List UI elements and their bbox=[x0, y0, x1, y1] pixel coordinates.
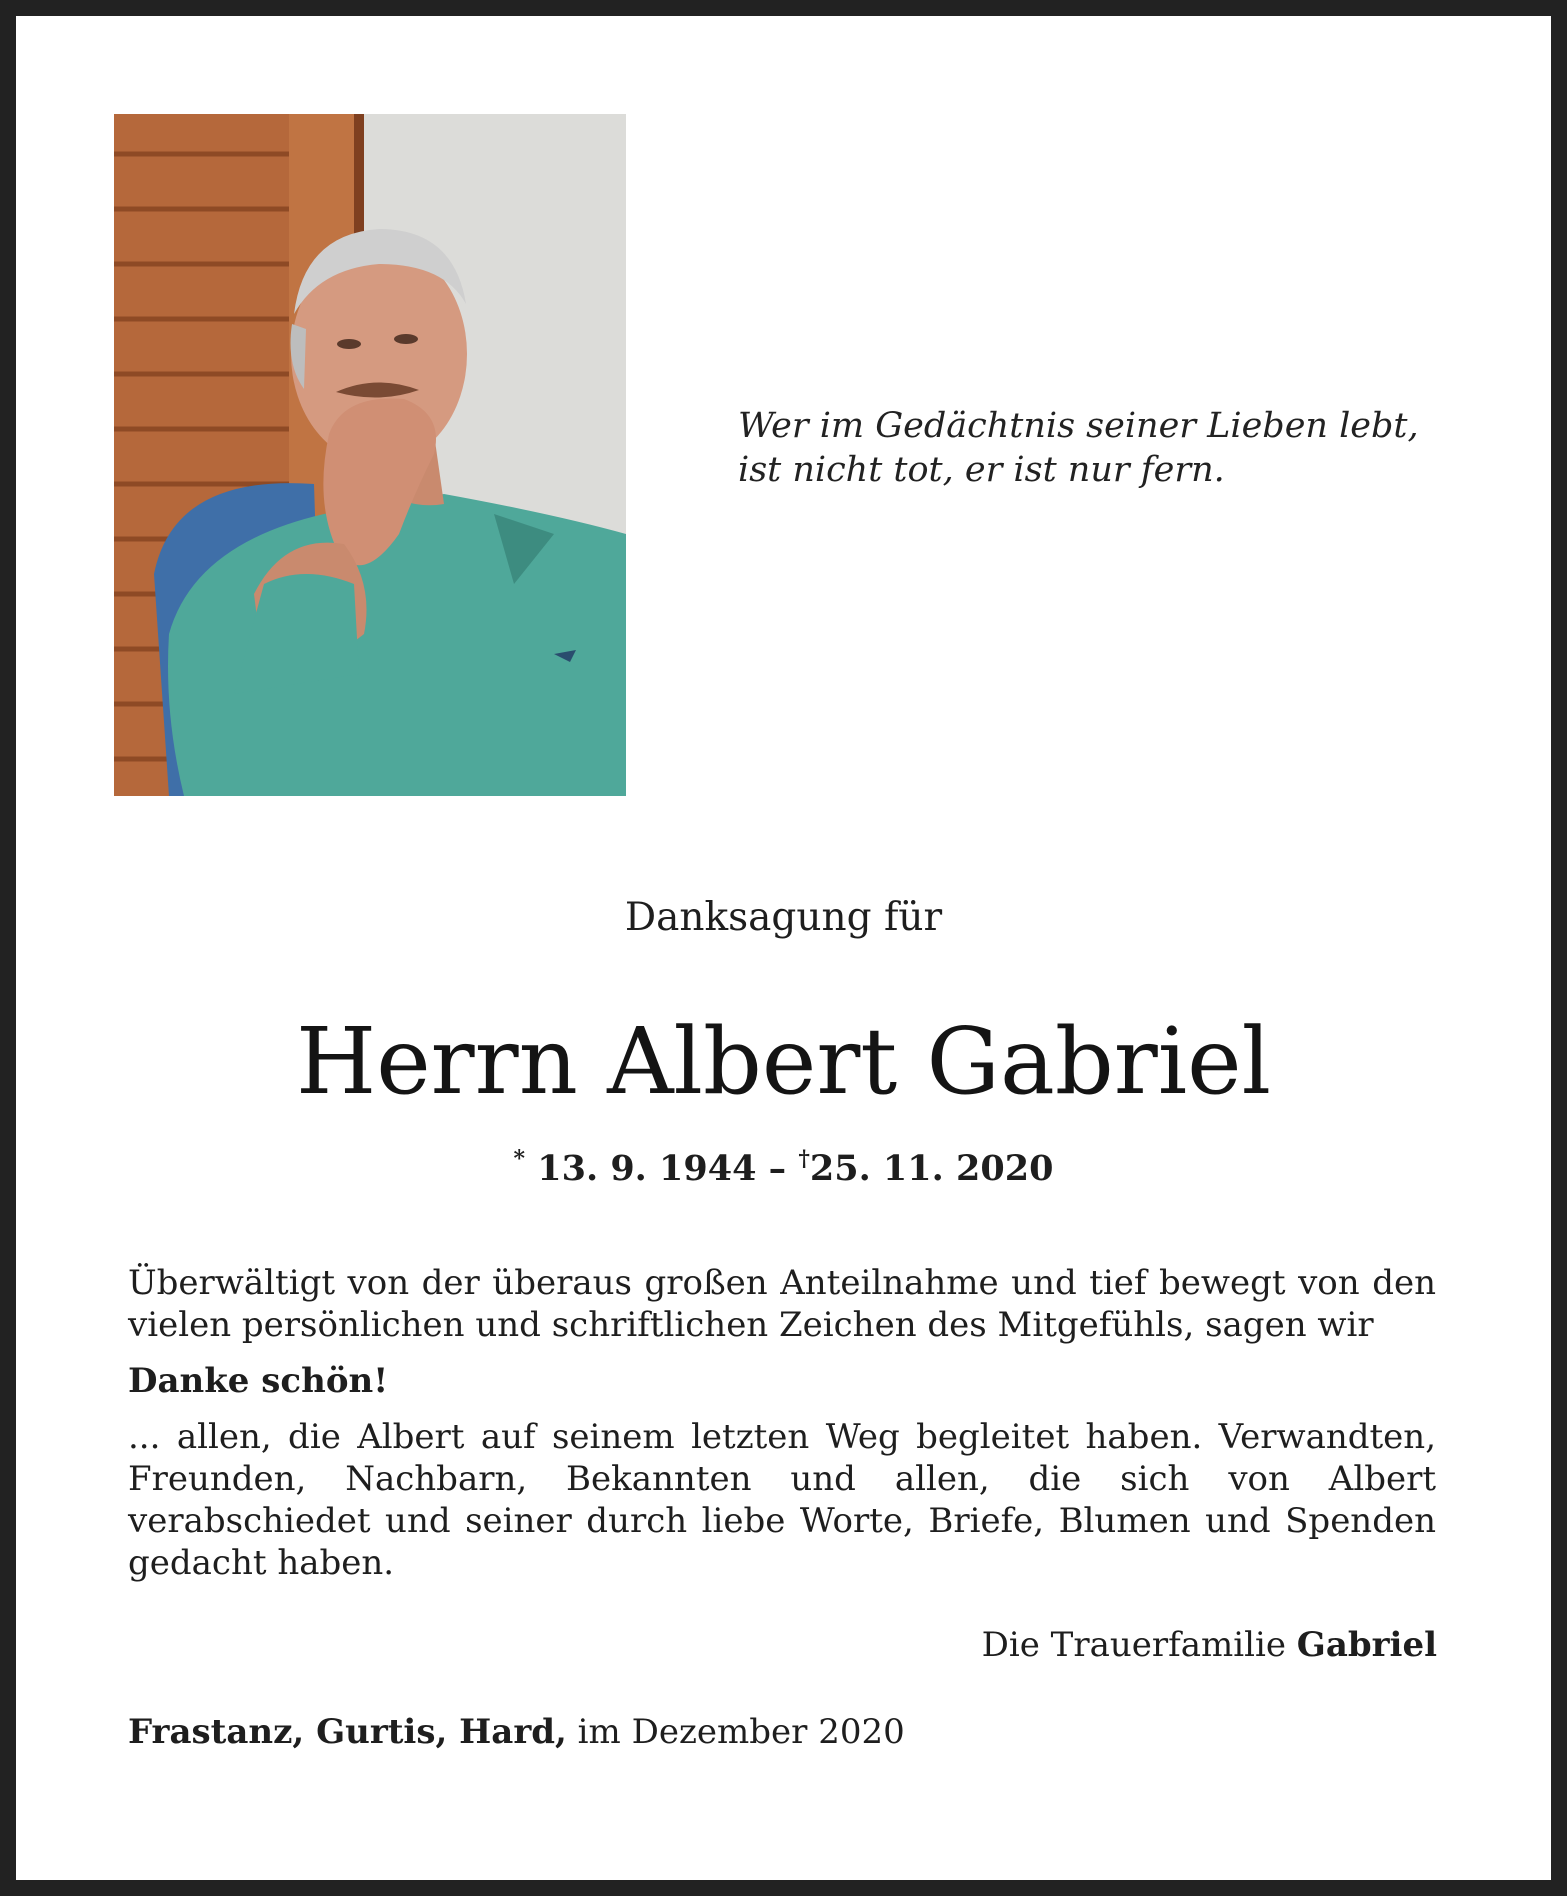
death-symbol: † bbox=[798, 1146, 810, 1172]
places: Frastanz, Gurtis, Hard, bbox=[128, 1712, 567, 1752]
quote-line-1: Wer im Gedächtnis seiner Lieben lebt, bbox=[738, 406, 1419, 446]
signature-prefix: Die Trauerfamilie bbox=[981, 1625, 1286, 1665]
date-separator: – bbox=[768, 1148, 787, 1189]
family-signature bbox=[982, 1623, 1437, 1667]
memorial-quote bbox=[738, 404, 1438, 492]
deceased-name: Herrn Albert Gabriel bbox=[295, 1008, 1272, 1115]
quote-line-2: ist nicht tot, er ist nur fern. bbox=[738, 450, 1225, 490]
thanks-paragraph-2: ... allen, die Albert auf seinem letzten Weg begleitet haben. Verwandten, Freunden, Nachbarn, Bekannten und allen, die sich von Albert verabschiedet und seiner durch liebe Worte, Briefe, Blumen und Spenden gedacht haben. bbox=[128, 1417, 1436, 1583]
signature-family-name: Gabriel bbox=[1296, 1625, 1437, 1665]
portrait-photo bbox=[114, 114, 626, 796]
thanks-paragraph-1: Überwältigt von der überaus großen Anteilnahme und tief bewegt von den vielen persönlichen und schriftlichen Zeichen des Mitgefühls, sagen wir bbox=[128, 1263, 1436, 1345]
birth-date: 13. 9. 1944 bbox=[537, 1148, 757, 1189]
birth-symbol: * bbox=[513, 1146, 526, 1172]
notice-date: im Dezember 2020 bbox=[577, 1712, 905, 1752]
place-date-line bbox=[128, 1710, 905, 1754]
intro-heading: Danksagung für bbox=[624, 895, 943, 940]
thanks-heading: Danke schön! bbox=[128, 1361, 389, 1401]
death-date: 25. 11. 2020 bbox=[809, 1148, 1054, 1189]
life-dates bbox=[0, 1136, 1567, 1192]
